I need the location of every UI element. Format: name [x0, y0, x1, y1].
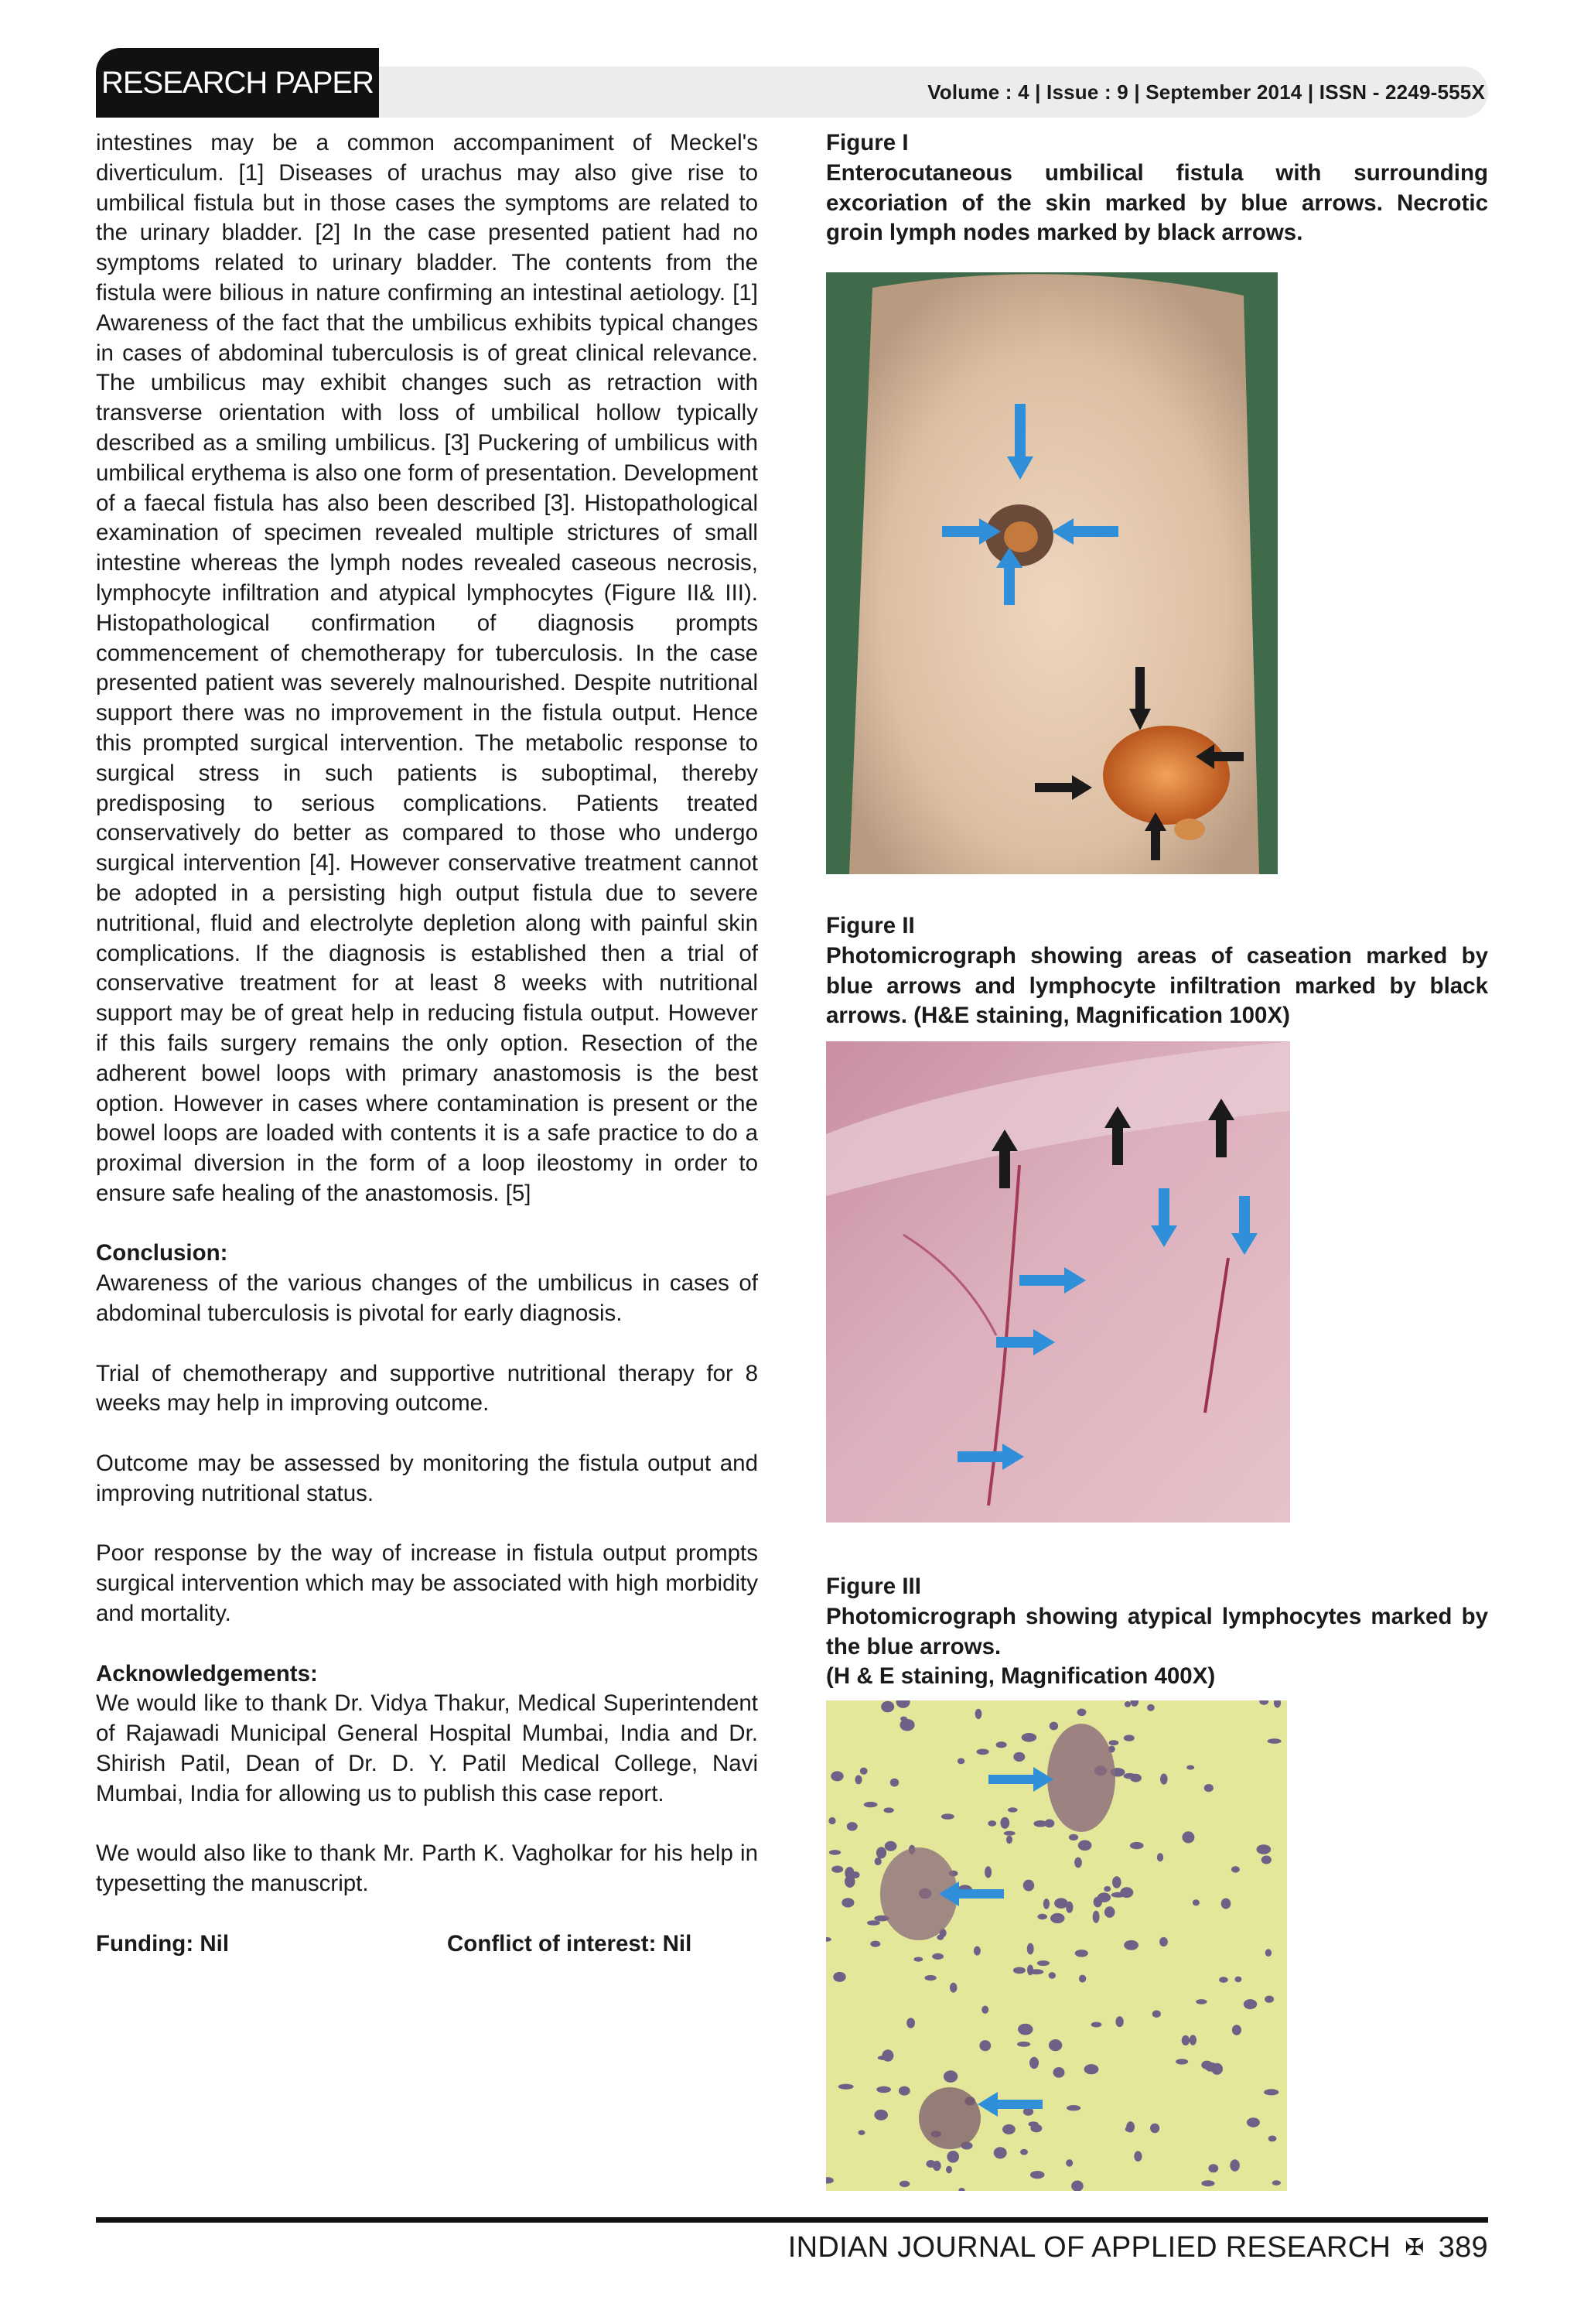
cell-texture [1124, 1940, 1138, 1950]
cell-texture [1104, 1906, 1115, 1918]
cell-texture [864, 1802, 878, 1807]
cell-texture [1027, 1965, 1033, 1976]
cell-texture [946, 2166, 952, 2174]
cell-texture [994, 2147, 1007, 2158]
cell-texture [1049, 1972, 1056, 1978]
cell-texture [831, 1866, 843, 1873]
cell-texture [845, 1867, 854, 1879]
cell-texture [1104, 1886, 1111, 1892]
cell-texture [828, 1817, 835, 1824]
cell-texture [1091, 2022, 1102, 2028]
footer [788, 2231, 1488, 2264]
cell-texture [1186, 1765, 1194, 1770]
cell-texture [1027, 1943, 1034, 1955]
cell-texture [1050, 1913, 1065, 1923]
cell-texture [1208, 2164, 1218, 2172]
cell-texture [1079, 1975, 1086, 1983]
cell-texture [1247, 2117, 1260, 2127]
figure-3-caption-block [826, 1572, 1488, 1692]
cell-texture [1157, 1853, 1163, 1861]
cell-texture [1204, 1784, 1214, 1792]
maltese-cross-icon: ✠ [1405, 2235, 1425, 2261]
cell-texture [1006, 1836, 1012, 1844]
cell-texture [842, 1898, 854, 1907]
cell-texture [1018, 2024, 1033, 2035]
cell-texture [1037, 1914, 1047, 1919]
cell-texture [1002, 2124, 1016, 2134]
cell-texture [1013, 1967, 1026, 1974]
cell-texture [847, 1822, 858, 1830]
cell-texture [838, 2084, 854, 2090]
cell-texture [870, 1941, 880, 1947]
cell-texture [1053, 2067, 1065, 2078]
cell-texture [1069, 1834, 1078, 1840]
cell-texture [1147, 1704, 1155, 1711]
cell-texture [867, 1920, 880, 1926]
figure-caption: Photomicrograph showing atypical lymphocytes marked by the blue arrows. (H & E staining, Magnification 400X) [826, 1603, 1488, 1690]
cell-texture [924, 1975, 936, 1981]
cell-texture [1111, 1892, 1125, 1898]
cell-texture [1077, 1709, 1087, 1717]
acknowledgements-heading: Acknowledgements: [96, 1660, 318, 1687]
cell-texture [1264, 2089, 1278, 2095]
cell-texture [833, 1972, 845, 1982]
cell-texture [1109, 1740, 1119, 1745]
cell-texture [981, 2006, 988, 2014]
cell-texture [985, 1866, 992, 1878]
cell-texture [1067, 2105, 1080, 2110]
cell-texture [1160, 1774, 1168, 1785]
cell-texture [1066, 2159, 1073, 2167]
cell-texture [1008, 1807, 1018, 1812]
funding-row [96, 1929, 758, 1960]
cell-texture [883, 1807, 893, 1813]
conclusion-heading: Conclusion: [96, 1240, 228, 1266]
cell-texture [979, 2040, 991, 2051]
cell-texture [1074, 1857, 1082, 1868]
cell-texture [1115, 2016, 1123, 2027]
journal-name: INDIAN JOURNAL OF APPLIED RESEARCH [787, 2231, 1391, 2264]
cell-texture [1257, 1844, 1272, 1854]
cell-texture [906, 2018, 915, 2028]
section-tab: RESEARCH PAPER [96, 48, 379, 118]
cell-texture [860, 1768, 868, 1775]
cell-texture [988, 1820, 996, 1827]
cell-texture [1037, 1960, 1050, 1966]
volume-info: Volume : 4 | Issue : 9 | September 2014 | ISSN - 2249-555X [927, 80, 1485, 104]
cell-texture [1219, 1977, 1228, 1983]
figure-2-photomicrograph [826, 1041, 1290, 1523]
cell-texture [1231, 1866, 1240, 1872]
acknowledgements-paragraph: We would like to thank Dr. Vidya Thakur, Medical Superintendent of Rajawadi Municipal General Hospital Mumbai, India and Dr. Shirish Patil, Dean of Dr. D. Y. Patil Medical College, Navi Mumbai, India for allowing us to publish this case report. [96, 1690, 758, 1806]
cell-texture [1268, 2136, 1277, 2142]
cell-texture [1272, 2180, 1281, 2186]
cell-texture [899, 2086, 910, 2096]
cell-texture [1261, 1856, 1272, 1864]
figure-caption: Enterocutaneous umbilical fistula with surrounding excoriation of the skin marked by blue arrows. Necrotic groin lymph nodes marked by black arrows. [826, 159, 1488, 246]
cell-texture [947, 2151, 959, 2163]
cell-texture [874, 2110, 888, 2121]
cell-texture [1234, 1977, 1241, 1983]
cell-texture [1196, 1999, 1207, 2004]
cell-texture [1125, 1701, 1131, 1707]
cell-texture [1265, 1949, 1272, 1957]
cell-texture [1075, 1950, 1088, 1957]
cell-texture [1221, 1899, 1231, 1909]
cell-texture [831, 1771, 843, 1781]
cell-texture [829, 1850, 841, 1855]
cell-texture [890, 1779, 899, 1787]
cell-texture [944, 2070, 958, 2083]
cell-texture [977, 1749, 989, 1755]
cell-texture [1049, 2039, 1062, 2051]
funding-statement: Funding: Nil [96, 1930, 230, 1957]
conclusion-paragraph: Poor response by the way of increase in fistula output prompts surgical intervention which may be associated with high morbidity and mortality. [96, 1540, 758, 1627]
cell-texture [1054, 1898, 1068, 1909]
figure-1-photo [826, 272, 1278, 874]
cell-texture [974, 1946, 981, 1956]
cell-texture [881, 1701, 894, 1713]
figure-title: Figure III [826, 1574, 921, 1599]
cell-texture [937, 1935, 944, 1940]
left-column [96, 128, 758, 1960]
cell-texture [1023, 1880, 1034, 1892]
cell-texture [859, 2130, 865, 2135]
cell-texture [1098, 1892, 1111, 1902]
cell-texture [1084, 2064, 1099, 2074]
cell-texture [1050, 1722, 1058, 1731]
cell-texture [1029, 2057, 1039, 2069]
cell-texture [1134, 2151, 1142, 2162]
cell-texture [875, 1857, 882, 1865]
cell-texture [1130, 1842, 1144, 1849]
cell-texture [1029, 2121, 1039, 2127]
cell-texture [926, 2160, 935, 2168]
cell-texture [1150, 2124, 1159, 2134]
cell-texture [1124, 1734, 1135, 1741]
figure-2-caption-block [826, 911, 1488, 1031]
conclusion-paragraph: Outcome may be assessed by monitoring the fistula output and improving nutritional status. [96, 1451, 758, 1506]
cell-texture [1182, 2035, 1190, 2045]
page-number: 389 [1438, 2231, 1488, 2264]
footer-rule [96, 2217, 1488, 2223]
cell-texture [1043, 1899, 1050, 1909]
cell-texture [1244, 1999, 1257, 2009]
cell-texture [1112, 1876, 1121, 1888]
cell-texture [1176, 2059, 1188, 2064]
cell-texture [855, 1775, 862, 1785]
cell-texture [941, 1813, 954, 1819]
cell-texture [900, 2181, 910, 2187]
cell-texture [950, 1983, 958, 1993]
cell-texture [1232, 2025, 1241, 2035]
figure-3-photomicrograph [826, 1700, 1287, 2191]
cell-texture [1078, 1840, 1092, 1851]
cell-texture [1182, 1831, 1194, 1843]
cell-texture [1230, 2159, 1240, 2171]
conclusion-paragraph: Awareness of the various changes of the umbilicus in cases of abdominal tuberculosis is pivotal for early diagnosis. [96, 1270, 758, 1327]
cell-texture [1093, 1911, 1100, 1923]
cell-texture [1017, 2042, 1030, 2047]
cell-texture [1201, 2180, 1214, 2186]
cell-texture [1193, 1899, 1200, 1905]
cell-texture [975, 1709, 982, 1719]
cell-texture [1159, 1937, 1168, 1946]
cell-texture [885, 1841, 897, 1851]
cell-texture [1124, 1773, 1136, 1779]
acknowledgements-paragraph: We would also like to thank Mr. Parth K. Vagholkar for his help in typesetting the manuscript. [96, 1840, 758, 1897]
cell-texture [1152, 2010, 1161, 2018]
cell-texture [1000, 1817, 1009, 1829]
cell-texture [1022, 1733, 1037, 1742]
cell-texture [1205, 2063, 1217, 2072]
cell-texture [1268, 1738, 1282, 1744]
cell-texture [996, 1741, 1007, 1748]
body-paragraph: intestines may be a common accompaniment of Meckel's diverticulum. [1] Diseases of urachus may also give rise to umbilical fistula but in those cases the symptoms are related to the urinary bladder. [2] In the case presented patient had no symptoms related to urinary bladder. The contents from the fistula were bilious in nature confirming an intestinal aetiology. [1] Awareness of the fact that the umbilicus exhibits typical changes in cases of abdominal tuberculosis is of great clinical relevance. The umbilicus may exhibit changes such as retraction with transverse orientation with loss of umbilical hollow typically described as a smiling umbilicus. [3] Puckering of umbilicus with umbilical erythema is also one form of presentation. Development of a faecal fistula has also been described [3]. Histopathological examination of specimen revealed multiple strictures of small intestine whereas the lymph nodes revealed caseous necrosis, lymphocyte infiltration and atypical lymphocytes (Figure II& III). Histopathological confirmation of diagnosis prompts commencement of chemotherapy for tuberculosis. In the case presented patient was severely malnourished. Despite nutritional support there was no improvement in the fistula output. Hence this prompted surgical intervention. The metabolic response to surgical stress in such patients is suboptimal, thereby predisposing to serious complications. Patients treated conservatively do better as compared to those who undergo surgical intervention [4]. However conservative treatment cannot be adopted in a persisting high output fistula due to severe nutritional, fluid and electrolyte depletion along with painful skin complications. If the diagnosis is established then a trial of conservative treatment for at least 8 weeks with nutritional support may be of great help in reducing fistula output. However if this fails surgery remains the only option. Resection of the adherent bowel loops with primary anastomosis is the best option. However in cases where contamination is present or the bowel loops are loaded with contents it is a safe practice to do a proximal diversion in the form of a loop ileostomy in order to ensure safe healing of the anastomosis. [5] [96, 130, 758, 1206]
cell-texture [1033, 1820, 1046, 1827]
cell-texture [958, 1758, 964, 1765]
cell-texture [900, 1717, 907, 1721]
cell-texture [1190, 2035, 1197, 2045]
cell-texture [1125, 2126, 1134, 2131]
cell-texture [1030, 2171, 1045, 2179]
conflict-statement: Conflict of interest: Nil [447, 1930, 692, 1957]
cell-texture [1265, 1996, 1274, 2003]
figure-title: Figure II [826, 913, 915, 938]
conclusion-paragraph: Trial of chemotherapy and supportive nutritional therapy for 8 weeks may help in improving outcome. [96, 1360, 758, 1417]
cell-texture [1013, 1752, 1025, 1762]
cell-texture [1004, 1831, 1016, 1836]
cell-texture [913, 1957, 923, 1962]
figure-1-caption-block [826, 128, 1488, 248]
cell-texture [876, 1847, 886, 1858]
cell-texture [876, 2086, 891, 2093]
figure-caption: Photomicrograph showing areas of caseation marked by blue arrows and lymphocyte infiltration marked by black arrows. (H&E staining, Magnification 100X) [826, 942, 1488, 1029]
cell-texture [932, 1953, 944, 1960]
figure-title: Figure I [826, 130, 909, 156]
cell-texture [882, 2049, 893, 2062]
cell-texture [1020, 2149, 1028, 2155]
